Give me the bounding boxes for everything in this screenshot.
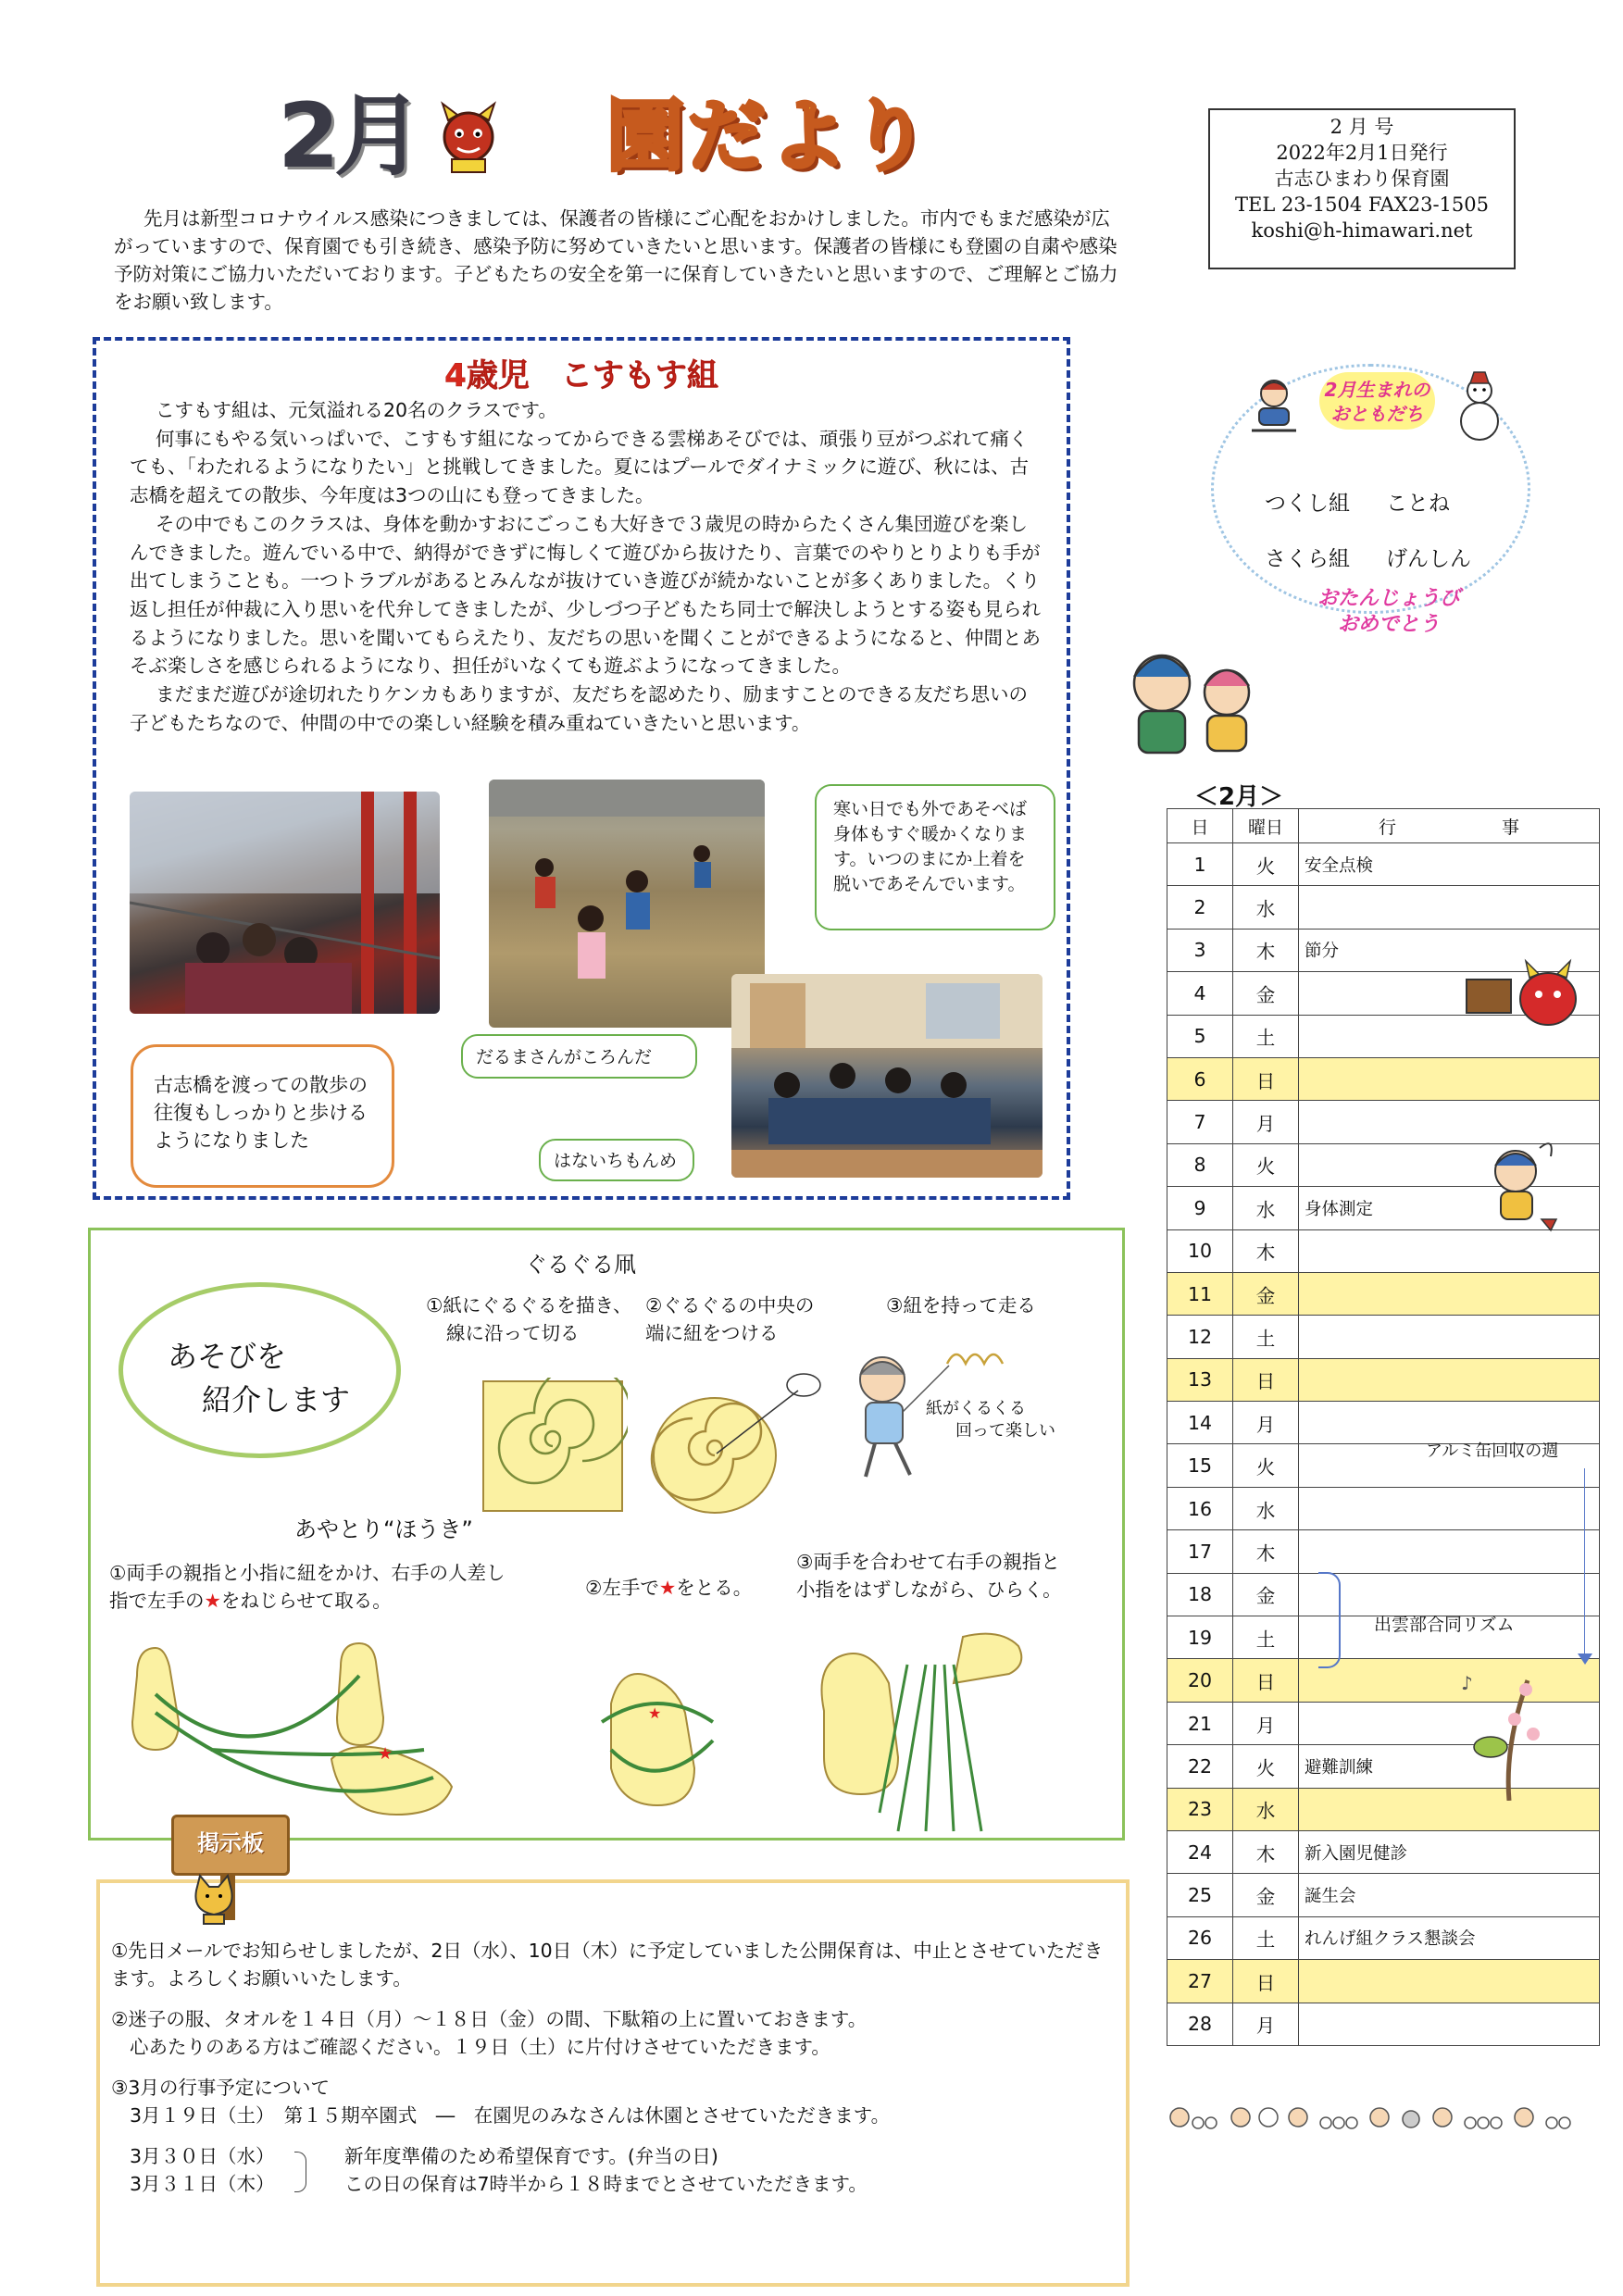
notice-board-sign: 掲示板 xyxy=(171,1815,290,1876)
bridge-walk-photo xyxy=(130,792,440,1014)
kite-step-line: 端に紐をつける xyxy=(645,1322,779,1344)
calendar-day: 16 xyxy=(1167,1487,1233,1529)
ayatori-step-line: ③両手を合わせて右手の親指と xyxy=(796,1551,1060,1573)
cat-mascot-icon xyxy=(191,1874,237,1929)
calendar-day: 1 xyxy=(1167,843,1233,886)
can-collection-arrow xyxy=(1584,1468,1585,1658)
calendar-row xyxy=(1167,886,1600,929)
can-collection-note: アルミ缶回収の週 xyxy=(1426,1441,1559,1461)
calendar-day: 25 xyxy=(1167,1874,1233,1916)
spiral-string-illustration xyxy=(650,1363,826,1524)
calendar-day: 6 xyxy=(1167,1057,1233,1100)
kite-fun-note xyxy=(926,1398,1055,1442)
calendar-weekday: 金 xyxy=(1233,1573,1299,1616)
calendar-weekday: 火 xyxy=(1233,1745,1299,1788)
calendar-month-label: ＜2月＞ xyxy=(1194,783,1284,811)
birthday-congrats xyxy=(1301,586,1477,638)
ayatori-hands-step1-illustration xyxy=(119,1639,507,1828)
calendar-day: 24 xyxy=(1167,1830,1233,1873)
calendar-event xyxy=(1299,1960,1600,2003)
snowman-icon xyxy=(1452,370,1507,448)
calendar-weekday: 土 xyxy=(1233,1916,1299,1959)
calendar-day: 11 xyxy=(1167,1272,1233,1315)
ayatori-hands-step3-illustration xyxy=(805,1628,1046,1844)
calendar-row xyxy=(1167,1358,1600,1401)
ayatori-text: ②左手で xyxy=(585,1577,659,1599)
can-collection-arrowhead xyxy=(1578,1653,1592,1665)
class-paragraph: まだまだ遊びが途切れたりケンカもありますが、友だちを認めたり、励ますことのできる友だち思いの子どもたちなので、仲間の中での楽しい経験を積み重ねていきたいと思います。 xyxy=(130,683,1028,734)
class-section-text xyxy=(130,396,1042,737)
calendar-event xyxy=(1299,1702,1600,1744)
ayatori-text: をねじらせて取る。 xyxy=(220,1590,392,1612)
calendar-weekday: 金 xyxy=(1233,1874,1299,1916)
calendar-row xyxy=(1167,1272,1600,1315)
sledding-child-icon xyxy=(1246,373,1302,442)
kite-step-line: ①紙にぐるぐるを描き、 xyxy=(426,1294,632,1316)
calendar-day: 10 xyxy=(1167,1229,1233,1272)
setsubun-oni-icon xyxy=(1463,957,1583,1035)
calendar-day: 4 xyxy=(1167,972,1233,1015)
calendar-day: 2 xyxy=(1167,886,1233,929)
calendar-event xyxy=(1299,1272,1600,1315)
calendar-weekday: 日 xyxy=(1233,1659,1299,1702)
calendar-weekday: 水 xyxy=(1233,1788,1299,1830)
calendar-weekday: 木 xyxy=(1233,929,1299,971)
warm-caption-bubble: 寒い日でも外であそべば身体もすぐ暖かくなります。いつのまにか上着を脱いであそんでいます。 xyxy=(815,784,1055,930)
plum-bird-icon xyxy=(1454,1662,1546,1804)
calendar-event xyxy=(1299,1530,1600,1573)
calendar-event xyxy=(1299,1659,1600,1702)
rhythm-brace xyxy=(1318,1572,1341,1668)
calendar-row xyxy=(1167,1960,1600,2003)
class-paragraph: 何事にもやる気いっぱいで、こすもす組になってからできる雲梯あそびでは、頑張り豆がつぶれて痛くても、「わたれるようになりたい」と挑戦してきました。夏にはプールでダイナミックに遊び、秋には、古志橋を超えての散歩、今年度は3つの山にも登ってきました。 xyxy=(130,427,1030,507)
calendar-weekday: 日 xyxy=(1233,1960,1299,2003)
ayatori-text: 指で左手の xyxy=(109,1590,205,1612)
calendar-event xyxy=(1299,1057,1600,1100)
ayatori-hands-step2-illustration xyxy=(583,1648,731,1818)
calendar-day: 23 xyxy=(1167,1788,1233,1830)
calendar-weekday: 金 xyxy=(1233,1272,1299,1315)
notice-line: 新年度準備のため希望保育です。(弁当の日) xyxy=(344,2145,718,2167)
calendar-weekday: 土 xyxy=(1233,1616,1299,1659)
rhythm-note: 出雲部合同リズム xyxy=(1374,1615,1515,1635)
notice-board-text xyxy=(111,1937,1111,2200)
kite-note-line: 回って楽しい xyxy=(955,1421,1055,1441)
svg-text:♪: ♪ xyxy=(1461,1672,1473,1694)
kite-step-line: ②ぐるぐるの中央の xyxy=(645,1294,815,1316)
ayatori-text: をとる。 xyxy=(676,1577,753,1599)
svg-text:★: ★ xyxy=(378,1744,393,1764)
calendar-day: 19 xyxy=(1167,1616,1233,1659)
calendar-event xyxy=(1299,2003,1600,2045)
calendar-day: 22 xyxy=(1167,1745,1233,1788)
ayatori-title: あやとり“ほうき” xyxy=(294,1516,473,1542)
calendar-weekday: 月 xyxy=(1233,2003,1299,2045)
calendar-event: 身体測定 xyxy=(1299,1187,1600,1229)
calendar-weekday: 火 xyxy=(1233,1143,1299,1186)
calendar-row xyxy=(1167,1573,1600,1616)
calendar-day: 12 xyxy=(1167,1316,1233,1358)
calendar-day: 20 xyxy=(1167,1659,1233,1702)
nursery-name: 古志ひまわり保育園 xyxy=(1274,168,1450,190)
daruma-caption: だるまさんがころんだ xyxy=(461,1034,697,1079)
star-icon: ★ xyxy=(658,1577,677,1599)
calendar-day: 8 xyxy=(1167,1143,1233,1186)
calendar-weekday: 木 xyxy=(1233,1530,1299,1573)
intro-paragraph: 先月は新型コロナウイルス感染につきましては、保護者の皆様にご心配をおかけしました。市内でもまだ感染が広がっていますので、保育園でも引き続き、感染予防に努めていきたいと思います。保護者の皆様にも登園の自粛や感染予防対策にご協力いただいております。子どもたちの安全を第一に保育していきたいと思いますので、ご理解とご協力をお願い致します。 xyxy=(114,207,1118,313)
class-paragraph: こすもす組は、元気溢れる20名のクラスです。 xyxy=(156,399,557,421)
calendar-event: 避難訓練 xyxy=(1299,1745,1600,1788)
calendar-day: 5 xyxy=(1167,1015,1233,1057)
notice-item: ①先日メールでお知らせしましたが、2日（水）、10日（木）に予定していました公開保育は、中止とさせていただきます。よろしくお願いいたします。 xyxy=(111,1940,1104,1990)
calendar-row xyxy=(1167,1530,1600,1573)
calendar-weekday: 火 xyxy=(1233,843,1299,886)
class-paragraph: その中でもこのクラスは、身体を動かすおにごっこも大好きで３歳児の時からたくさん集団遊びを楽しんできました。遊んでいる中で、納得ができずに悔しくて遊びから抜けたり、言葉でのやりとりよりも手が出てしまうことも。一つトラブルがあるとみんなが抜けていき遊びが続かないことが多くありました。くり返し担任が仲裁に入り思いを代弁してきましたが、少しづつ子どもたち同士で解決しようとする姿も見られるようになりました。思いを聞いてもらえたり、友だちの思いを聞くことができるようになると、仲間とあそぶ楽しさを感じられるようになり、担任がいなくても遊ぶようになってきました。 xyxy=(130,512,1041,678)
ayatori-step-2 xyxy=(585,1574,752,1602)
congrats-line: おめでとう xyxy=(1337,613,1440,636)
calendar-weekday: 火 xyxy=(1233,1444,1299,1487)
calendar-row xyxy=(1167,843,1600,886)
notice-line: 3月１９日（土） 第１５期卒園式 ― 在園児のみなさんは休園とさせていただきます。 xyxy=(130,2104,891,2127)
calendar-weekday: 月 xyxy=(1233,1402,1299,1444)
birthday-group: さくら組 xyxy=(1265,547,1350,571)
calendar-event xyxy=(1299,1487,1600,1529)
calendar-header-weekday: 曜日 xyxy=(1233,809,1299,843)
birthday-child-name: げんしん xyxy=(1386,547,1471,571)
children-row-border-illustration xyxy=(1168,2097,1576,2138)
month-mark: 2月 xyxy=(278,84,418,188)
calendar-row xyxy=(1167,1916,1600,1959)
calendar-day: 9 xyxy=(1167,1187,1233,1229)
calendar-header-day: 日 xyxy=(1167,809,1233,843)
calendar-event: 新入園児健診 xyxy=(1299,1830,1600,1873)
ayatori-step-1 xyxy=(109,1559,506,1615)
calendar-weekday: 月 xyxy=(1233,1702,1299,1744)
calendar-day: 18 xyxy=(1167,1573,1233,1616)
play-intro-line: 紹介します xyxy=(202,1382,351,1417)
calendar-day: 3 xyxy=(1167,929,1233,971)
calendar-day: 15 xyxy=(1167,1444,1233,1487)
notice-line: ②迷子の服、タオルを１４日（月）～１８日（金）の間、下駄箱の上に置いておきます。 xyxy=(111,2008,868,2030)
calendar-day: 7 xyxy=(1167,1101,1233,1143)
calendar-weekday: 水 xyxy=(1233,1187,1299,1229)
contact-email[interactable]: koshi@h-himawari.net xyxy=(1251,219,1473,242)
calendar-weekday: 金 xyxy=(1233,972,1299,1015)
issue-label: 2 月 号 xyxy=(1330,116,1394,138)
top-spinning-child-icon xyxy=(1477,1134,1560,1240)
kite-step-2 xyxy=(645,1292,814,1347)
walk-caption-bubble: 古志橋を渡っての散歩の往復もしっかりと歩けるようになりました xyxy=(131,1044,394,1188)
notice-line: この日の保育は7時半から１８時までとさせていただきます。 xyxy=(344,2173,868,2195)
calendar-event xyxy=(1299,1316,1600,1358)
calendar-event xyxy=(1299,1358,1600,1401)
notice-date: 3月３１日（木） xyxy=(130,2173,275,2195)
birthday-heading xyxy=(1319,372,1435,430)
calendar-weekday: 土 xyxy=(1233,1316,1299,1358)
notice-line: ③3月の行事予定について xyxy=(111,2077,331,2099)
calendar-weekday: 木 xyxy=(1233,1229,1299,1272)
notice-item xyxy=(111,2074,1111,2200)
calendar-day: 17 xyxy=(1167,1530,1233,1573)
birthday-heading-line: おともだち xyxy=(1330,403,1424,425)
calendar-event: れんげ組クラス懇談会 xyxy=(1299,1916,1600,1959)
calendar-header-events: 行 事 xyxy=(1299,809,1600,843)
contact-phone: TEL 23-1504 FAX23-1505 xyxy=(1234,193,1489,216)
class-section-title: 4歳児 こすもす組 xyxy=(444,357,718,394)
calendar-event xyxy=(1299,1573,1600,1616)
calendar-row xyxy=(1167,2003,1600,2045)
calendar-day: 13 xyxy=(1167,1358,1233,1401)
newsletter-title: 園だより xyxy=(606,91,933,181)
calendar-weekday: 木 xyxy=(1233,1830,1299,1873)
ayatori-step-line xyxy=(109,1587,506,1615)
calendar-day: 26 xyxy=(1167,1916,1233,1959)
calendar-day: 28 xyxy=(1167,2003,1233,2045)
notice-date: 3月３０日（水） xyxy=(130,2145,275,2167)
kite-step-line: 線に沿って切る xyxy=(446,1322,580,1344)
calendar-weekday: 水 xyxy=(1233,886,1299,929)
children-winter-illustration xyxy=(1111,632,1273,775)
daruma-game-photo xyxy=(489,780,765,1028)
date-bracket xyxy=(294,2152,306,2192)
notice-line: 心あたりのある方はご確認ください。１９日（土）に片付けさせていただきます。 xyxy=(130,2036,830,2058)
calendar-row xyxy=(1167,1874,1600,1916)
calendar-weekday: 月 xyxy=(1233,1101,1299,1143)
calendar-day: 21 xyxy=(1167,1702,1233,1744)
birthday-heading-line: 2月生まれの xyxy=(1324,379,1430,401)
calendar-row xyxy=(1167,1830,1600,1873)
ayatori-step-line: 小指をはずしながら、ひらく。 xyxy=(796,1578,1062,1601)
congrats-line: おたんじょうび xyxy=(1317,587,1460,610)
birthday-child-name: ことね xyxy=(1386,492,1450,516)
calendar-day: 14 xyxy=(1167,1402,1233,1444)
oni-mascot-icon xyxy=(435,100,502,176)
ayatori-step-3 xyxy=(796,1548,1062,1603)
play-intro-line: あそびを xyxy=(168,1339,287,1374)
calendar-row xyxy=(1167,1057,1600,1100)
calendar-row xyxy=(1167,1487,1600,1529)
hanaichi-caption: はないちもんめ xyxy=(539,1139,694,1181)
calendar-event: 誕生会 xyxy=(1299,1874,1600,1916)
calendar-event: 安全点検 xyxy=(1299,843,1600,886)
notice-item xyxy=(111,2005,1111,2061)
star-icon: ★ xyxy=(204,1590,221,1612)
issue-date: 2022年2月1日発行 xyxy=(1276,142,1448,164)
calendar-row xyxy=(1167,1316,1600,1358)
calendar-event xyxy=(1299,886,1600,929)
calendar-weekday: 日 xyxy=(1233,1358,1299,1401)
calendar-day: 27 xyxy=(1167,1960,1233,2003)
issue-info-box xyxy=(1208,108,1516,269)
spiral-cut-illustration xyxy=(480,1378,628,1520)
calendar-event: 節分 xyxy=(1299,929,1600,971)
calendar-weekday: 日 xyxy=(1233,1057,1299,1100)
calendar-event xyxy=(1299,1788,1600,1830)
hanaichi-game-photo xyxy=(731,974,1042,1178)
calendar-weekday: 水 xyxy=(1233,1487,1299,1529)
svg-text:★: ★ xyxy=(648,1704,662,1722)
kite-step-3: ③紐を持って走る xyxy=(886,1294,1036,1316)
calendar-weekday: 土 xyxy=(1233,1015,1299,1057)
birthday-group: つくし組 xyxy=(1265,492,1350,516)
ayatori-step-line: ①両手の親指と小指に紐をかけ、右手の人差し xyxy=(109,1562,506,1584)
kite-step-1 xyxy=(426,1292,632,1347)
kite-title: ぐるぐる凧 xyxy=(525,1252,636,1278)
kite-note-line: 紙がくるくる xyxy=(926,1399,1026,1418)
